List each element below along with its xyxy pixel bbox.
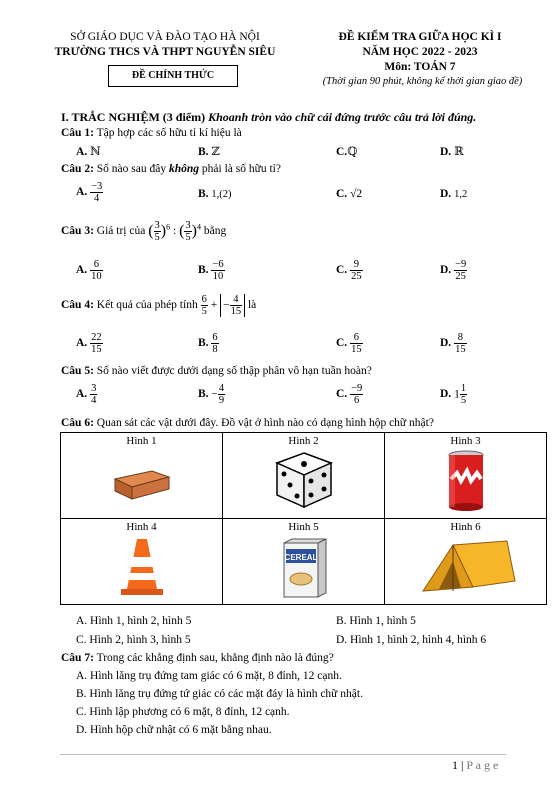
official-box: [108, 65, 238, 87]
figure-table: [60, 432, 547, 605]
section-instruction: Khoanh tròn vào chữ cái đứng trước câu trả lời đúng.: [208, 110, 477, 124]
section-title: [61, 110, 476, 125]
figure-cell-3: [385, 433, 547, 519]
q4-option-a[interactable]: A. $\frac{22}{15}$: [76, 332, 102, 355]
q1-option-d[interactable]: D. ℝ: [440, 146, 464, 158]
figure-cell-2: [223, 433, 385, 519]
brick-icon: [107, 449, 177, 504]
traffic-cone-icon: [117, 535, 167, 599]
q5-option-d[interactable]: D. 1 $\frac{1}{5}$: [440, 383, 467, 406]
footer-rule: [60, 754, 506, 755]
header-right: [300, 30, 540, 75]
q1-option-c[interactable]: C.ℚ: [336, 146, 358, 158]
q5-option-b[interactable]: B. − $\frac{4}{9}$: [198, 383, 225, 406]
figure-caption: Hình 2: [288, 435, 319, 447]
dice-icon: [269, 449, 339, 511]
section-heading: I. TRẮC NGHIỆM (3 điểm): [61, 110, 206, 124]
q3-option-b[interactable]: B. $\frac{-6}{10}$: [198, 259, 224, 282]
q2-option-b[interactable]: B. 1,(2): [198, 188, 232, 200]
q4-option-b[interactable]: B. $\frac{6}{8}$: [198, 332, 218, 355]
figure-cell-4: [61, 519, 223, 605]
cereal-box-icon: [274, 535, 334, 599]
figure-cell-5: [223, 519, 385, 605]
q6-option-c[interactable]: C. Hình 2, hình 3, hình 5: [76, 634, 191, 646]
figure-cell-1: [61, 433, 223, 519]
page-footer: [452, 758, 498, 773]
question-2: Câu 2: Số nào sau đây không phải là số hữu tỉ?: [61, 163, 281, 175]
q1-option-a[interactable]: A. ℕ: [76, 146, 101, 158]
q4-option-c[interactable]: C. $\frac{6}{15}$: [336, 332, 362, 355]
q1-option-b[interactable]: B. ℤ: [198, 146, 220, 158]
figure-caption: Hình 5: [288, 521, 319, 533]
q2-option-d[interactable]: D. 1,2: [440, 188, 468, 200]
q5-option-c[interactable]: C. $\frac{-9}{6}$: [336, 383, 363, 406]
q7-option-c[interactable]: C. Hình lập phương có 6 mặt, 8 đỉnh, 12 cạnh.: [76, 706, 290, 718]
exam-title: ĐỀ KIỂM TRA GIỮA HỌC KÌ I: [338, 31, 502, 43]
time-note: (Thời gian 90 phút, không kể thời gian giao đề): [322, 76, 523, 87]
q7-option-d[interactable]: D. Hình hộp chữ nhật có 6 mặt bằng nhau.: [76, 724, 272, 736]
school-name: TRƯỜNG THCS VÀ THPT NGUYỄN SIÊU: [54, 46, 276, 58]
q3-option-c[interactable]: C. $\frac{9}{25}$: [336, 259, 362, 282]
q6-option-b[interactable]: B. Hình 1, hình 5: [336, 615, 416, 627]
page-label: P a g e: [466, 758, 499, 772]
question-4: Câu 4: Kết quả của phép tính $\frac{6}{5}$ + − $\frac{4}{15}$ là: [61, 294, 257, 317]
page-separator: |: [461, 758, 464, 772]
subject: Môn: TOÁN 7: [384, 61, 456, 73]
q3-option-a[interactable]: A. $\frac{6}{10}$: [76, 259, 102, 282]
figure-caption: Hình 6: [450, 521, 481, 533]
question-6: Câu 6: Quan sát các vật dưới đây. Đồ vật ở hình nào có dạng hình hộp chữ nhật?: [61, 417, 434, 429]
q6-option-d[interactable]: D. Hình 1, hình 2, hình 4, hình 6: [336, 634, 487, 646]
figure-caption: Hình 1: [126, 435, 157, 447]
figure-caption: Hình 4: [126, 521, 157, 533]
q7-option-b[interactable]: B. Hình lăng trụ đứng tứ giác có các mặt đáy là hình chữ nhật.: [76, 688, 363, 700]
question-label: Câu 1:: [61, 127, 94, 139]
tent-icon: [411, 535, 521, 599]
figure-caption: Hình 3: [450, 435, 481, 447]
q6-option-a[interactable]: A. Hình 1, hình 2, hình 5: [76, 615, 192, 627]
q3-option-d[interactable]: D. $\frac{-9}{25}$: [440, 259, 467, 282]
soda-can-icon: [441, 449, 491, 513]
figure-cell-6: [385, 519, 547, 605]
official-label: ĐỀ CHÍNH THỨC: [131, 70, 215, 81]
page-number: 1: [452, 758, 458, 772]
q4-option-d[interactable]: D. $\frac{8}{15}$: [440, 332, 466, 355]
department-name: SỞ GIÁO DỤC VÀ ĐÀO TẠO HÀ NỘI: [70, 31, 260, 43]
cereal-label: CEREAL: [284, 553, 317, 562]
question-3: Câu 3: Giá trị của ( $\frac{3}{5}$ )$^6$ : ( $\frac{3}{5}$ )$^4$ bằng: [61, 220, 227, 243]
q5-option-a[interactable]: A. $\frac{3}{4}$: [76, 383, 97, 406]
q7-option-a[interactable]: A. Hình lăng trụ đứng tam giác có 6 mặt, 8 đỉnh, 12 cạnh.: [76, 670, 342, 682]
q2-option-c[interactable]: C. √2: [336, 188, 363, 200]
school-year: NĂM HỌC 2022 - 2023: [362, 46, 478, 58]
q2-option-a[interactable]: A. $\frac{-3}{4}$: [76, 181, 103, 204]
question-7: Câu 7: Trong các khẳng định sau, khẳng định nào là đúng?: [61, 652, 334, 664]
header-left: [40, 30, 290, 60]
question-1: [61, 127, 242, 139]
question-text: Tập hợp các số hữu tỉ kí hiệu là: [96, 127, 242, 139]
question-5: Câu 5: Số nào viết được dưới dạng số thập phân vô hạn tuần hoàn?: [61, 365, 372, 377]
